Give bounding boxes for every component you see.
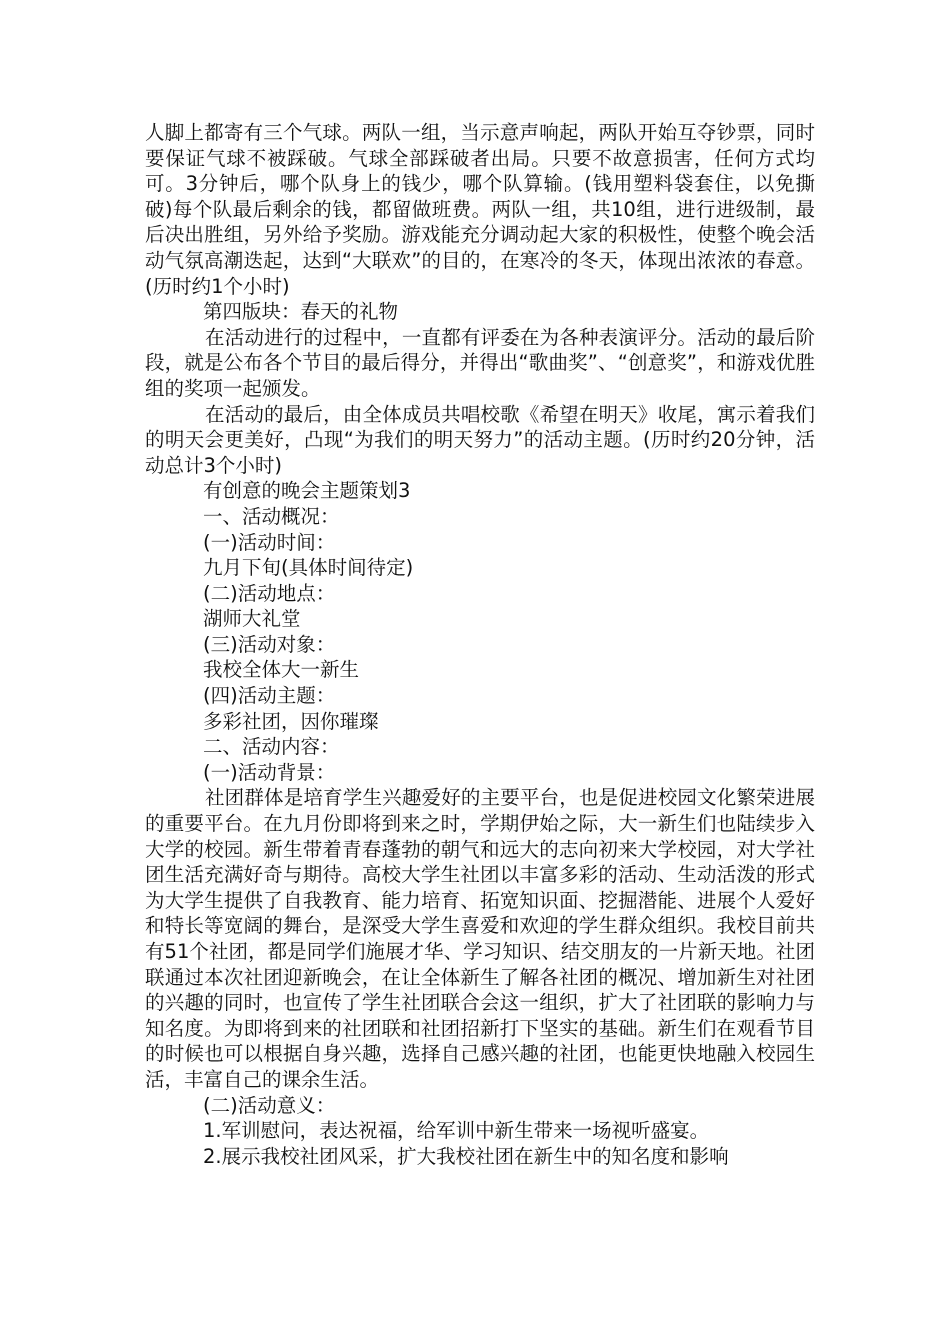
heading-overview: 一、活动概况：: [203, 504, 340, 528]
paragraph-awards: 在活动进行的过程中，一直都有评委在为各种表演评分。活动的最后阶段，就是公布各个节目的最后得分，并得出“歌曲奖”、“创意奖”，和游戏优胜组的奖项一起颁发。: [145, 325, 815, 400]
value-location: 湖师大礼堂: [203, 607, 301, 631]
paragraph-background: 社团群体是培育学生兴趣爱好的主要平台，也是促进校园文化繁荣进展的重要平台。在九月份即将到来之时，学期伊始之际，大一新生们也陆续步入大学的校园。新生带着青春蓬勃的朝气和远大的志向初来大学校园，对大学社团生活充满好奇与期待。高校大学生社团以丰富多彩的活动、生动活泼的形式为大学生提供了自我教育、能力培育、拓宽知识面、挖掘潜能、进展个人爱好和特长等宽阔的舞台，是深受大学生喜爱和欢迎的学生群众组织。我校目前共有51个社团，都是同学们施展才华、学习知识、结交朋友的一片新天地。社团联通过本次社团迎新晚会，在让全体新生了解各社团的概况、增加新生对社团的兴趣的同时，也宣传了学生社团联合会这一组织，扩大了社团联的影响力与知名度。为即将到来的社团联和社团招新打下坚实的基础。新生们在观看节目的时候也可以根据自身兴趣，选择自己感兴趣的社团，也能更快地融入校园生活，丰富自己的课余生活。: [145, 786, 815, 1091]
subheading-theme: (四)活动主题：: [203, 684, 336, 708]
list-item-significance-2: 2.展示我校社团风采，扩大我校社团在新生中的知名度和影响: [203, 1144, 729, 1168]
subheading-time: (一)活动时间：: [203, 530, 336, 554]
subheading-location: (二)活动地点：: [203, 581, 336, 605]
value-audience: 我校全体大一新生: [203, 658, 360, 682]
document-body: [145, 120, 815, 1169]
section-heading-spring-gift: 第四版块：春天的礼物: [203, 300, 399, 324]
paragraph-closing-song: 在活动的最后，由全体成员共唱校歌《希望在明天》收尾，寓示着我们的明天会更美好，凸现“为我们的明天努力”的活动主题。(历时约20分钟，活动总计3个小时): [145, 402, 815, 477]
subheading-background: (一)活动背景：: [203, 760, 336, 784]
plan-title: 有创意的晚会主题策划3: [203, 479, 411, 503]
list-item-significance-1: 1.军训慰问，表达祝福，给军训中新生带来一场视听盛宴。: [203, 1119, 710, 1143]
heading-content: 二、活动内容：: [203, 735, 340, 759]
paragraph-balloon-game: 人脚上都寄有三个气球。两队一组，当示意声响起，两队开始互夺钞票，同时要保证气球不被踩破。气球全部踩破者出局。只要不故意损害，任何方式均可。3分钟后，哪个队身上的钱少，哪个队算输。(钱用塑料袋套住，以免撕破)每个队最后剩余的钱，都留做班费。两队一组，共10组，进行进级制，最后决出胜组，另外给予奖励。游戏能充分调动起大家的积极性，使整个晚会活动气氛高潮迭起，达到“大联欢”的目的，在寒冷的冬天，体现出浓浓的春意。(历时约1个小时): [145, 121, 815, 298]
subheading-audience: (三)活动对象：: [203, 632, 336, 656]
subheading-significance: (二)活动意义：: [203, 1093, 336, 1117]
value-time: 九月下旬(具体时间待定): [203, 556, 414, 580]
value-theme: 多彩社团，因你璀璨: [203, 709, 379, 733]
